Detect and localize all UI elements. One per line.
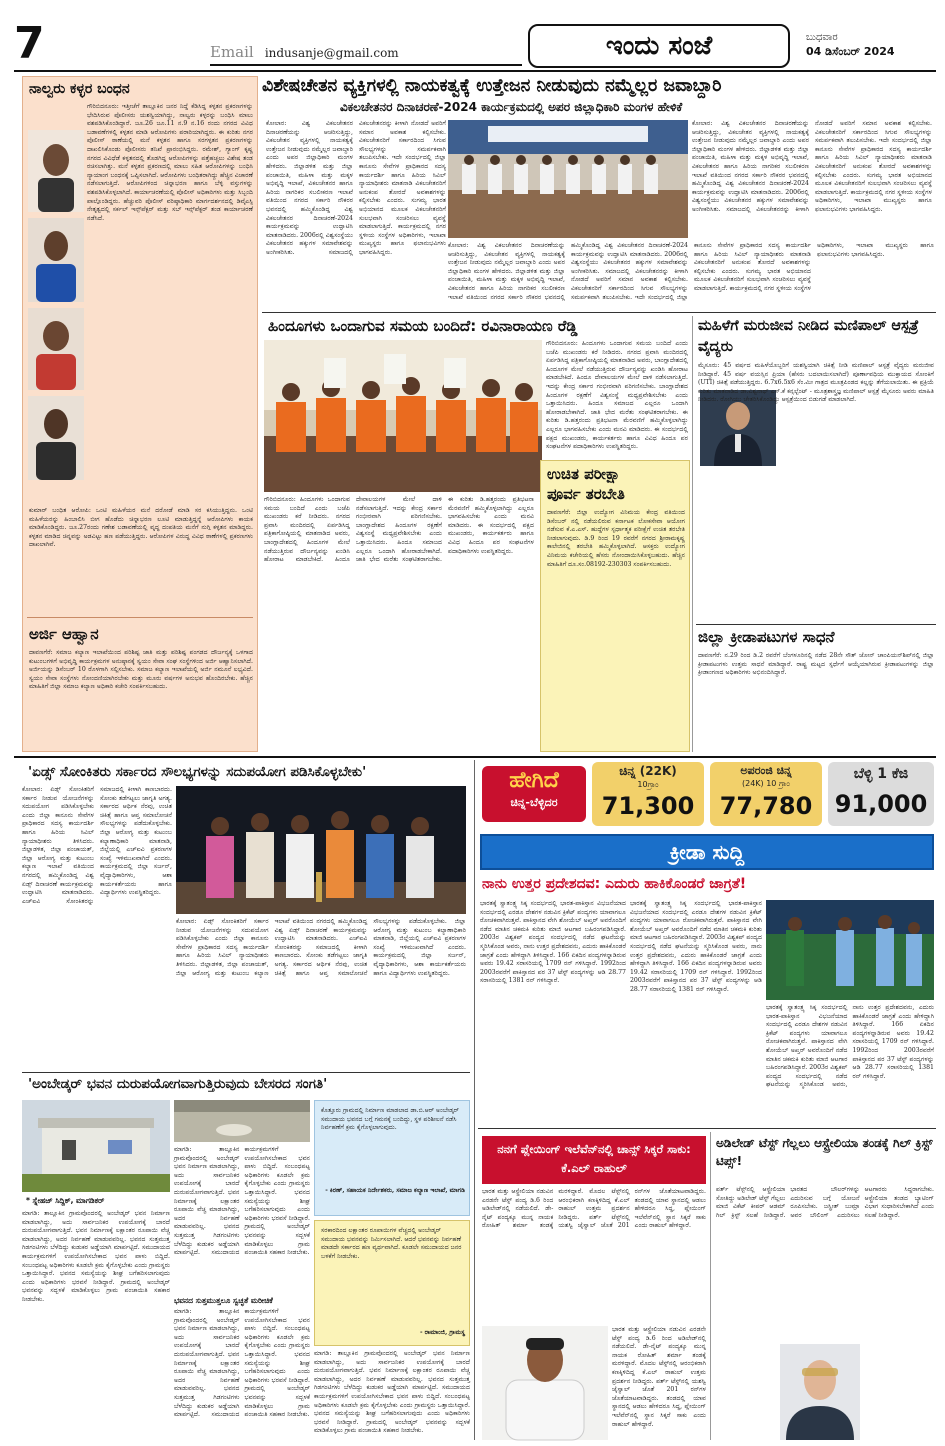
exam-body: ದಾವಣಗೆರೆ: ಜಿಲ್ಲಾ ಉದ್ಯೋಗ ವಿನಿಮಯ ಕೇಂದ್ರ ವತಿಯಿಂದ ಡಿಸೆಂಬರ್ ನಲ್ಲಿ ನಡೆಯಲಿರುವ ಕರ್ನಾಟಕ ಲೋಕಸೇವಾ ಆಯೋಗ ನಡೆಸುವ ಕೆ.ಎ.ಎಸ್. ಹುದ್ದೆಗಳ ಸ್ಪರ್ಧಾತ್ಮಕ ಪರೀಕ್ಷೆಗೆ ಉಚಿತ ತರಬೇತಿ ನೀಡಲಾಗುವುದು. ಡಿ.9 ರಿಂದ 19 ರವರೆಗೆ ನಗರದ ಶ್ರೀರಾಮಕೃಷ್ಣ ಕಾಲೇಜಿನಲ್ಲಿ ತರಬೇತಿ ಹಮ್ಮಿಕೊಳ್ಳಲಾಗಿದೆ. ಆಸಕ್ತರು ಉದ್ಯೋಗ ವಿನಿಮಯ ಕಚೇರಿಯಲ್ಲಿ ಹೆಸರು ನೋಂದಾಯಿಸಿಕೊಳ್ಳಬಹುದು. ಹೆಚ್ಚಿನ ಮಾಹಿತಿಗೆ ದೂ.ಸಂ.08192-230303 ಸಂಪರ್ಕಿಸಬಹುದು. [547, 509, 685, 568]
lead-body-right: ಕೋಲಾರ: ವಿಶ್ವ ವಿಕಲಚೇತನರ ದಿನಾಚರಣೆಯನ್ನು ಆಚರಿಸುತ್ತಿದ್ದು, ವಿಕಲಚೇತನ ವ್ಯಕ್ತಿಗಳಲ್ಲಿ ನಾಯಕತ್ವಕ್ಕೆ ಉತ್ತೇಜನ ನೀಡುವುದು ನಮ್ಮೆಲ್ಲರ ಜವಾಬ್ದಾರಿ ಎಂದು ಅಪರ ಜಿಲ್ಲಾಧಿಕಾರಿ ಮಂಗಳ ಹೇಳಿದರು. ಜಿಲ್ಲಾಡಳಿತ ಮತ್ತು ಜಿಲ್ಲಾ ಪಂಚಾಯಿತಿ, ಮಹಿಳಾ ಮತ್ತು ಮಕ್ಕಳ ಅಭಿವೃದ್ಧಿ ಇಲಾಖೆ, ವಿಕಲಚೇತನರ ಹಾಗೂ ಹಿರಿಯ ನಾಗರಿಕರ ಸಬಲೀಕರಣ ಇಲಾಖೆ ವತಿಯಿಂದ ನಗರದ ಸರ್ಕಾರಿ ನೌಕರರ ಭವನದಲ್ಲಿ ಹಮ್ಮಿಕೊಂಡಿದ್ದ ವಿಶ್ವ ವಿಕಲಚೇತನರ ದಿನಾಚರಣೆ-2024 ಕಾರ್ಯಕ್ರಮವನ್ನು ಉದ್ಘಾಟಿಸಿ ಮಾತನಾಡಿದರು. 2006ರಲ್ಲಿ ವಿಶ್ವಸಂಸ್ಥೆಯು ವಿಕಲಚೇತನರ ಹಕ್ಕುಗಳ ಸಮಾವೇಶವನ್ನು ಅಂಗೀಕರಿಸಿತು. ಸಮಾಜದಲ್ಲಿ ವಿಕಲಚೇತನರನ್ನು ಕೀಳಾಗಿ ನೋಡದೆ ಅವರಿಗೆ ಸಮಾನ ಅವಕಾಶ ಕಲ್ಪಿಸಬೇಕು. ವಿಕಲಚೇತನರಿಗೆ ಸರ್ಕಾರದಿಂದ ಸಿಗುವ ಸೌಲಭ್ಯಗಳನ್ನು ಸಮರ್ಪಕವಾಗಿ ತಲುಪಿಸಬೇಕು. ಇದೇ ಸಂದರ್ಭದಲ್ಲಿ ಜಿಲ್ಲಾ ಕಾನೂನು ಸೇವೆಗಳ ಪ್ರಾಧಿಕಾರದ ಸದಸ್ಯ ಕಾರ್ಯದರ್ಶಿ ಹಾಗೂ ಹಿರಿಯ ಸಿವಿಲ್ ನ್ಯಾಯಾಧೀಶರು ಮಾತನಾಡಿ ವಿಕಲಚೇತನರಿಗೆ ಅನುಕಂಪ ತೋರದೆ ಅವಕಾಶಗಳನ್ನು ಕಲ್ಪಿಸಬೇಕು ಎಂದರು. ಸುಗಮ್ಯ ಭಾರತ ಅಭಿಯಾನದ ಮೂಲಕ ವಿಕಲಚೇತನರಿಗೆ ಸುಲಭವಾಗಿ ಸಂಚರಿಸಲು ವ್ಯವಸ್ಥೆ ಮಾಡಲಾಗುತ್ತಿದೆ. ಕಾರ್ಯಕ್ರಮದಲ್ಲಿ ನಗರ ಸ್ಥಳೀಯ ಸಂಸ್ಥೆಗಳ ಅಧಿಕಾರಿಗಳು, ಇಲಾಖಾ ಮುಖ್ಯಸ್ಥರು ಹಾಗೂ ಫಲಾನುಭವಿಗಳು ಭಾಗವಹಿಸಿದ್ದರು. [692, 120, 932, 213]
ambedkar-byline: * ಸ್ನೇಹಜ್ ಸಿದ್ದಿಕ್, ಮಾಗಡಿಕರ್ [26, 1196, 105, 1205]
gold22-title: ಚಿನ್ನ (22K) [619, 764, 677, 778]
email-value: indusanje@gmail.com [264, 46, 399, 60]
aids-body-left: ಕೋಲಾರ: ಏಡ್ಸ್ ಸೋಂಕಿತರಿಗೆ ಸರ್ಕಾರ ನೀಡುವ ಯೋಜನೆಗಳನ್ನು ಸದುಪಯೋಗ ಪಡಿಸಿಕೊಳ್ಳಬೇಕು ಎಂದು ಜಿಲ್ಲಾ ಕಾನೂನು ಸೇವೆಗಳ ಪ್ರಾಧಿಕಾರದ ಸದಸ್ಯ ಕಾರ್ಯದರ್ಶಿ ಹಾಗೂ ಹಿರಿಯ ಸಿವಿಲ್ ನ್ಯಾಯಾಧೀಶರು ತಿಳಿಸಿದರು. ಜಿಲ್ಲಾಡಳಿತ, ಜಿಲ್ಲಾ ಪಂಚಾಯತ್, ಜಿಲ್ಲಾ ಆರೋಗ್ಯ ಮತ್ತು ಕುಟುಂಬ ಕಲ್ಯಾಣ ಇಲಾಖೆ ವತಿಯಿಂದ ನಗರದಲ್ಲಿ ಹಮ್ಮಿಕೊಂಡಿದ್ದ ವಿಶ್ವ ಏಡ್ಸ್ ದಿನಾಚರಣೆ ಕಾರ್ಯಕ್ರಮವನ್ನು ಉದ್ಘಾಟಿಸಿ ಮಾತನಾಡಿದರು. ಎಚ್‌ಐವಿ ಸೋಂಕಿತರನ್ನು ಸಮಾಜದಲ್ಲಿ ಕೀಳಾಗಿ ಕಾಣಬಾರದು. ಸೋಂಕು ತಡೆಗಟ್ಟಲು ಜಾಗೃತಿ ಅಗತ್ಯ. ಸರ್ಕಾರದ ಆರ್ಥಿಕ ನೆರವು, ಉಚಿತ ಚಿಕಿತ್ಸೆ ಹಾಗೂ ಆಪ್ತ ಸಮಾಲೋಚನೆ ಸೌಲಭ್ಯಗಳನ್ನು ಪಡೆದುಕೊಳ್ಳಬೇಕು. ಜಿಲ್ಲಾ ಆರೋಗ್ಯ ಮತ್ತು ಕುಟುಂಬ ಕಲ್ಯಾಣಾಧಿಕಾರಿ ಮಾತನಾಡಿ, ಜಿಲ್ಲೆಯಲ್ಲಿ ಎಚ್‌ಐವಿ ಪ್ರಕರಣಗಳ ಸಂಖ್ಯೆ ಇಳಿಮುಖವಾಗಿದೆ ಎಂದರು. ಕಾರ್ಯಕ್ರಮದಲ್ಲಿ ಜಿಲ್ಲಾ ಸರ್ಜನ್, ವೈದ್ಯಾಧಿಕಾರಿಗಳು, ಆಶಾ ಕಾರ್ಯಕರ್ತೆಯರು ಹಾಗೂ ವಿದ್ಯಾರ್ಥಿಗಳು ಉಪಸ್ಥಿತರಿದ್ದರು. [22, 786, 172, 905]
accused-photo-1 [28, 130, 84, 212]
gold24-card [710, 762, 822, 826]
sports-lead-body-left: ಭಾರತಕ್ಕೆ ಸ್ವಾತಂತ್ರ್ಯ ಸಿಕ್ಕ ಸಂದರ್ಭದಲ್ಲಿ ಭಾರತ-ಪಾಕಿಸ್ತಾನ ವಿಭಜನೆಯಾದ ಸಂದರ್ಭದಲ್ಲಿ ಎರಡೂ ದೇಶಗಳ ನಡುವಿನ ಕ್ರಿಕೆಟ್ ಪಂದ್ಯಗಳು ಯಾವಾಗಲೂ ರೋಚಕವಾಗಿರುತ್ತವೆ. ಪಾಕಿಸ್ತಾನದ ವೇಗಿ ಶೋಯೆಬ್ ಅಖ್ತರ್ ಅವರೊಂದಿಗೆ ನಡೆದ ಮಾತಿನ ಚಕಮಕಿ ಕುರಿತು ಮಾಜಿ ಆಟಗಾರ ಬಹಿರಂಗಪಡಿಸಿದ್ದಾರೆ. 2003ರ ವಿಶ್ವಕಪ್ ಪಂದ್ಯದ ಸಂದರ್ಭದಲ್ಲಿ ನಡೆದ ಘಟನೆಯನ್ನು ಸ್ಮರಿಸಿಕೊಂಡ ಅವರು, ನಾನು ಉತ್ತರ ಪ್ರದೇಶದವನು, ಎದುರು ಹಾಕಿಕೊಂಡರೆ ಜಾಗ್ರತೆ ಎಂದು ಹೇಳಿದ್ದಾಗಿ ತಿಳಿಸಿದ್ದಾರೆ. 166 ಏಕದಿನ ಪಂದ್ಯಗಳನ್ನಾಡಿರುವ ಅವರು 19.42 ಸರಾಸರಿಯಲ್ಲಿ 1709 ರನ್ ಗಳಿಸಿದ್ದಾರೆ. 1992ರಿಂದ 2003ರವರೆಗೆ ಪಾಕಿಸ್ತಾನದ ಪರ 37 ಟೆಸ್ಟ್ ಪಂದ್ಯಗಳನ್ನು ಆಡಿ 28.77 ಸರಾಸರಿಯಲ್ಲಿ 1381 ರನ್ ಗಳಿಸಿದ್ದಾರೆ. [480, 900, 626, 985]
rahul-headline-box [482, 1136, 706, 1184]
hindu-body: ಗೌರಿಬಿದನೂರು: ಹಿಂದೂಗಳು ಒಂದಾಗುವ ಸಮಯ ಬಂದಿದೆ ಎಂದು ಬಜೆಪಿ ಮುಖಂಡರು ಕರೆ ನೀಡಿದರು. ನಗರದ ಪ್ರವಾಸಿ ಮಂದಿರದಲ್ಲಿ ಏರ್ಪಡಿಸಿದ್ದ ಪತ್ರಿಕಾಗೋಷ್ಠಿಯಲ್ಲಿ ಮಾತನಾಡಿದ ಅವರು, ಬಾಂಗ್ಲಾದೇಶದಲ್ಲಿ ಹಿಂದೂಗಳ ಮೇಲೆ ನಡೆಯುತ್ತಿರುವ ದೌರ್ಜನ್ಯವನ್ನು ಖಂಡಿಸಿ ಹೋರಾಟ ಮಾಡಬೇಕಿದೆ. ಹಿಂದೂ ದೇವಾಲಯಗಳ ಮೇಲೆ ದಾಳಿ ನಡೆಸಲಾಗುತ್ತಿದೆ. ಇದನ್ನು ಕೇಂದ್ರ ಸರ್ಕಾರ ಗಂಭೀರವಾಗಿ ಪರಿಗಣಿಸಬೇಕು. ಬಾಂಗ್ಲಾದೇಶದ ಹಿಂದೂಗಳ ರಕ್ಷಣೆಗೆ ವಿಶ್ವಸಂಸ್ಥೆ ಮಧ್ಯಪ್ರವೇಶಿಸಬೇಕು ಎಂದು ಒತ್ತಾಯಿಸಿದರು. ಹಿಂದೂ ಸಮಾಜದ ಎಲ್ಲರೂ ಒಂದಾಗಿ ಹೋರಾಡಬೇಕಾಗಿದೆ. ಜಾತಿ ಭೇದ ಮರೆತು ಸಂಘಟಿತರಾಗಬೇಕು. ಈ ಕುರಿತು ಡಿ.ಹತ್ತರಂದು ಪ್ರತಿಭಟನಾ ಮೆರವಣಿಗೆ ಹಮ್ಮಿಕೊಳ್ಳಲಾಗಿದ್ದು ಎಲ್ಲರೂ ಭಾಗವಹಿಸಬೇಕು ಎಂದು ಮನವಿ ಮಾಡಿದರು. ಈ ಸಂದರ್ಭದಲ್ಲಿ ಪಕ್ಷದ ಮುಖಂಡರು, ಕಾರ್ಯಕರ್ತರು ಹಾಗೂ ವಿವಿಧ ಹಿಂದೂ ಪರ ಸಂಘಟನೆಗಳ ಪದಾಧಿಕಾರಿಗಳು ಉಪಸ್ಥಿತರಿದ್ದರು. [264, 496, 534, 564]
application-title: ಅರ್ಜಿ ಆಹ್ವಾನ [29, 625, 99, 643]
rates-label-big: ಹೇಗಿದೆ [509, 768, 559, 793]
email-label: Email [210, 43, 254, 61]
masthead-left-rule [210, 64, 522, 66]
rates-label-small: ಚಿನ್ನ-ಬೆಳ್ಳಿದರ [510, 796, 558, 809]
rates-label-box [482, 766, 586, 822]
masthead-bottom-rule [14, 70, 936, 72]
exam-box [540, 460, 690, 752]
ambedkar-quote-2: ಸರಕಾರದಿಂದ ಲಕ್ಷಾಂತರ ರೂಪಾಯಿಗಳ ವೆಚ್ಚದಲ್ಲಿ ಅಂಬೇಡ್ಕರ್ ಸಮುದಾಯ ಭವನವನ್ನು ನಿರ್ಮಿಸಲಾಗಿದೆ. ಆದರೆ ಭವನವನ್ನು ನಿರ್ವಹಣೆ ಮಾಡದೇ ಸರ್ಕಾರದ ಹಣ ವ್ಯರ್ಥವಾಗಿದೆ. ಕೂಡಲೇ ಸಮುದಾಯದ ಜನರ ಬಳಕೆಗೆ ನೀಡಬೇಕು. [321, 1227, 462, 1260]
ambedkar-headline: 'ಅಂಬೇಡ್ಕರ್ ಭವನ ದುರುಪಯೋಗವಾಗುತ್ತಿರುವುದು ಬೇಸರದ ಸಂಗತಿ' [28, 1076, 328, 1092]
page-number: 7 [14, 18, 45, 69]
silver-card [828, 762, 934, 826]
cricket-photo [766, 900, 934, 1000]
sports-lead-headline: ನಾನು ಉತ್ತರ ಪ್ರದೇಶದವ: ಎದುರು ಹಾಕಿಕೊಂಡರೆ ಜಾಗ್ರತೆ! [482, 876, 747, 892]
sports-mid-rule [478, 1128, 936, 1129]
sports-banner-text: ಕ್ರೀಡಾ ಸುದ್ದಿ [669, 840, 745, 864]
silver-value: 91,000 [834, 790, 928, 818]
gold24-unit: (24K) 10 ಗ್ರಾಂ [742, 779, 790, 788]
rahul-headline: ನನಗೆ ಪ್ಲೇಯಿಂಗ್ ಇಲೆವೆನ್‌ನಲ್ಲಿ ಚಾನ್ಸ್ ಸಿಕ್ಕರೆ ಸಾಕು: ಕೆ.ಎಲ್ ರಾಹುಲ್ [497, 1142, 691, 1175]
gold24-title: ಅಪರಂಜಿ ಚಿನ್ನ [740, 764, 792, 777]
ambedkar-quote-box-2 [314, 1220, 470, 1346]
ambedkar-body-mid: ಮಾಗಡಿ: ತಾಲ್ಲೂಕಿನ ಗ್ರಾಮವೊಂದರಲ್ಲಿ ಅಂಬೇಡ್ಕರ್ ಭವನ ನಿರ್ಮಾಣ ಮಾಡಲಾಗಿದ್ದು, ಅದು ಸಾರ್ವಜನಿಕರ ಉಪಯೋಗಕ್ಕೆ ಬಾರದೆ ದುರುಪಯೋಗವಾಗುತ್ತಿದೆ. ಭವನ ನಿರ್ಮಾಣಕ್ಕೆ ಲಕ್ಷಾಂತರ ರೂಪಾಯಿ ವೆಚ್ಚ ಮಾಡಲಾಗಿದ್ದು, ಅದರ ನಿರ್ವಹಣೆ ಮಾಡುವವರಿಲ್ಲ. ಭವನದ ಸುತ್ತಮುತ್ತ ಗಿಡಗಂಟಿಗಳು ಬೆಳೆದಿದ್ದು ಕುಡುಕರ ಅಡ್ಡೆಯಾಗಿ ಮಾರ್ಪಟ್ಟಿದೆ. ಸಮುದಾಯದ ಕಾರ್ಯಕ್ರಮಗಳಿಗೆ ಉಪಯೋಗಿಸಬೇಕಾದ ಭವನ ಪಾಳು ಬಿದ್ದಿದೆ. ಸಂಬಂಧಪಟ್ಟ ಅಧಿಕಾರಿಗಳು ಕೂಡಲೇ ಕ್ರಮ ಕೈಗೊಳ್ಳಬೇಕು ಎಂದು ಗ್ರಾಮಸ್ಥರು ಒತ್ತಾಯಿಸಿದ್ದಾರೆ. ಭವನದ ಸಮಸ್ಯೆಯನ್ನು ಶೀಘ್ರ ಬಗೆಹರಿಸಲಾಗುವುದು ಎಂದು ಅಧಿಕಾರಿಗಳು ಭರವಸೆ ನೀಡಿದ್ದಾರೆ. ಗ್ರಾಮದಲ್ಲಿ ಅಂಬೇಡ್ಕರ್ ಭವನವನ್ನು ಸದ್ಬಳಕೆ ಮಾಡಿಕೊಳ್ಳಲು ಗ್ರಾಮ ಪಂಚಾಯಿತಿ ಸಹಕಾರ ನೀಡಬೇಕು. [174, 1146, 310, 1257]
gill-body: ಪರ್ತ್ ಟೆಸ್ಟ್‌ನಲ್ಲಿ ಆಸ್ಟ್ರೇಲಿಯಾ ಸೋತಿದ್ದು ಅಡಿಲೇಡ್ ಟೆಸ್ಟ್ ಗೆಲ್ಲಲು ಮಾಜಿ ವಿಕೆಟ್ ಕೀಪರ್ ಆಡಮ್ ಗಿಲ್ ಕ್ರಿಸ್ಟ್ ಸಲಹೆ ನೀಡಿದ್ದಾರೆ. ಭಾರತದ ಬೌಲರ್‌ಗಳನ್ನು ಎದುರಿಸುವ ಬಗ್ಗೆ ಯೋಜನೆ ರೂಪಿಸಬೇಕು. ಜಸ್ಪ್ರೀತ್ ಬುಮ್ರಾ ಅವರ ಬೌಲಿಂಗ್ ಎದುರಿಸಲು ಆಟಗಾರರು ಸಿದ್ಧರಾಗಬೇಕು. ಆಸ್ಟ್ರೇಲಿಯಾ ತಂಡದ ಬ್ಯಾಟಿಂಗ್ ವಿಭಾಗ ಸುಧಾರಿಸಬೇಕಾಗಿದೆ ಎಂದು ಸಲಹೆ ನೀಡಿದ್ದಾರೆ. [716, 1186, 934, 1219]
sports-banner [480, 834, 934, 870]
hindu-photo [264, 340, 542, 492]
ambedkar-quote-1-by: - ಕಿರಣ್, ಸಹಾಯಕ ನಿರ್ದೇಶಕರು, ಸಮಾಜ ಕಲ್ಯಾಣ ಇಲಾಖೆ, ಮಾಗಡಿ [325, 1187, 465, 1194]
sports-lead-body-mid: ಭಾರತಕ್ಕೆ ಸ್ವಾತಂತ್ರ್ಯ ಸಿಕ್ಕ ಸಂದರ್ಭದಲ್ಲಿ ಭಾರತ-ಪಾಕಿಸ್ತಾನ ವಿಭಜನೆಯಾದ ಸಂದರ್ಭದಲ್ಲಿ ಎರಡೂ ದೇಶಗಳ ನಡುವಿನ ಕ್ರಿಕೆಟ್ ಪಂದ್ಯಗಳು ಯಾವಾಗಲೂ ರೋಚಕವಾಗಿರುತ್ತವೆ. ಪಾಕಿಸ್ತಾನದ ವೇಗಿ ಶೋಯೆಬ್ ಅಖ್ತರ್ ಅವರೊಂದಿಗೆ ನಡೆದ ಮಾತಿನ ಚಕಮಕಿ ಕುರಿತು ಮಾಜಿ ಆಟಗಾರ ಬಹಿರಂಗಪಡಿಸಿದ್ದಾರೆ. 2003ರ ವಿಶ್ವಕಪ್ ಪಂದ್ಯದ ಸಂದರ್ಭದಲ್ಲಿ ನಡೆದ ಘಟನೆಯನ್ನು ಸ್ಮರಿಸಿಕೊಂಡ ಅವರು, ನಾನು ಉತ್ತರ ಪ್ರದೇಶದವನು, ಎದುರು ಹಾಕಿಕೊಂಡರೆ ಜಾಗ್ರತೆ ಎಂದು ಹೇಳಿದ್ದಾಗಿ ತಿಳಿಸಿದ್ದಾರೆ. 166 ಏಕದಿನ ಪಂದ್ಯಗಳನ್ನಾಡಿರುವ ಅವರು 19.42 ಸರಾಸರಿಯಲ್ಲಿ 1709 ರನ್ ಗಳಿಸಿದ್ದಾರೆ. 1992ರಿಂದ 2003ರವರೆಗೆ ಪಾಕಿಸ್ತಾನದ ಪರ 37 ಟೆಸ್ಟ್ ಪಂದ್ಯಗಳನ್ನು ಆಡಿ 28.77 ಸರಾಸರಿಯಲ್ಲಿ 1381 ರನ್ ಗಳಿಸಿದ್ದಾರೆ. [630, 900, 762, 993]
silver-title: ಬೆಳ್ಳಿ 1 ಕೆಜಿ [853, 766, 909, 782]
sports-lead-body-right: ಭಾರತಕ್ಕೆ ಸ್ವಾತಂತ್ರ್ಯ ಸಿಕ್ಕ ಸಂದರ್ಭದಲ್ಲಿ ಭಾರತ-ಪಾಕಿಸ್ತಾನ ವಿಭಜನೆಯಾದ ಸಂದರ್ಭದಲ್ಲಿ ಎರಡೂ ದೇಶಗಳ ನಡುವಿನ ಕ್ರಿಕೆಟ್ ಪಂದ್ಯಗಳು ಯಾವಾಗಲೂ ರೋಚಕವಾಗಿರುತ್ತವೆ. ಪಾಕಿಸ್ತಾನದ ವೇಗಿ ಶೋಯೆಬ್ ಅಖ್ತರ್ ಅವರೊಂದಿಗೆ ನಡೆದ ಮಾತಿನ ಚಕಮಕಿ ಕುರಿತು ಮಾಜಿ ಆಟಗಾರ ಬಹಿರಂಗಪಡಿಸಿದ್ದಾರೆ. 2003ರ ವಿಶ್ವಕಪ್ ಪಂದ್ಯದ ಸಂದರ್ಭದಲ್ಲಿ ನಡೆದ ಘಟನೆಯನ್ನು ಸ್ಮರಿಸಿಕೊಂಡ ಅವರು, ನಾನು ಉತ್ತರ ಪ್ರದೇಶದವನು, ಎದುರು ಹಾಕಿಕೊಂಡರೆ ಜಾಗ್ರತೆ ಎಂದು ಹೇಳಿದ್ದಾಗಿ ತಿಳಿಸಿದ್ದಾರೆ. 166 ಏಕದಿನ ಪಂದ್ಯಗಳನ್ನಾಡಿರುವ ಅವರು 19.42 ಸರಾಸರಿಯಲ್ಲಿ 1709 ರನ್ ಗಳಿಸಿದ್ದಾರೆ. 1992ರಿಂದ 2003ರವರೆಗೆ ಪಾಕಿಸ್ತಾನದ ಪರ 37 ಟೆಸ್ಟ್ ಪಂದ್ಯಗಳನ್ನು ಆಡಿ 28.77 ಸರಾಸರಿಯಲ್ಲಿ 1381 ರನ್ ಗಳಿಸಿದ್ದಾರೆ. [766, 1004, 934, 1089]
lead-headline: ವಿಶೇಷಚೇತನ ವ್ಯಕ್ತಿಗಳಲ್ಲಿ ನಾಯಕತ್ವಕ್ಕೆ ಉತ್ತೇಜನ ನೀಡುವುದು ನಮ್ಮೆಲ್ಲರ ಜವಾಬ್ದಾರಿ [262, 76, 722, 96]
accused-photo-4 [28, 396, 84, 480]
manipal-bottom-rule [696, 624, 936, 625]
lead-body-mid: ಕೋಲಾರ: ವಿಶ್ವ ವಿಕಲಚೇತನರ ದಿನಾಚರಣೆಯನ್ನು ಆಚರಿಸುತ್ತಿದ್ದು, ವಿಕಲಚೇತನ ವ್ಯಕ್ತಿಗಳಲ್ಲಿ ನಾಯಕತ್ವಕ್ಕೆ ಉತ್ತೇಜನ ನೀಡುವುದು ನಮ್ಮೆಲ್ಲರ ಜವಾಬ್ದಾರಿ ಎಂದು ಅಪರ ಜಿಲ್ಲಾಧಿಕಾರಿ ಮಂಗಳ ಹೇಳಿದರು. ಜಿಲ್ಲಾಡಳಿತ ಮತ್ತು ಜಿಲ್ಲಾ ಪಂಚಾಯಿತಿ, ಮಹಿಳಾ ಮತ್ತು ಮಕ್ಕಳ ಅಭಿವೃದ್ಧಿ ಇಲಾಖೆ, ವಿಕಲಚೇತನರ ಹಾಗೂ ಹಿರಿಯ ನಾಗರಿಕರ ಸಬಲೀಕರಣ ಇಲಾಖೆ ವತಿಯಿಂದ ನಗರದ ಸರ್ಕಾರಿ ನೌಕರರ ಭವನದಲ್ಲಿ ಹಮ್ಮಿಕೊಂಡಿದ್ದ ವಿಶ್ವ ವಿಕಲಚೇತನರ ದಿನಾಚರಣೆ-2024 ಕಾರ್ಯಕ್ರಮವನ್ನು ಉದ್ಘಾಟಿಸಿ ಮಾತನಾಡಿದರು. 2006ರಲ್ಲಿ ವಿಶ್ವಸಂಸ್ಥೆಯು ವಿಕಲಚೇತನರ ಹಕ್ಕುಗಳ ಸಮಾವೇಶವನ್ನು ಅಂಗೀಕರಿಸಿತು. ಸಮಾಜದಲ್ಲಿ ವಿಕಲಚೇತನರನ್ನು ಕೀಳಾಗಿ ನೋಡದೆ ಅವರಿಗೆ ಸಮಾನ ಅವಕಾಶ ಕಲ್ಪಿಸಬೇಕು. ವಿಕಲಚೇತನರಿಗೆ ಸರ್ಕಾರದಿಂದ ಸಿಗುವ ಸೌಲಭ್ಯಗಳನ್ನು ಸಮರ್ಪಕವಾಗಿ ತಲುಪಿಸಬೇಕು. ಇದೇ ಸಂದರ್ಭದಲ್ಲಿ ಜಿಲ್ಲಾ ಕಾನೂನು ಸೇವೆಗಳ ಪ್ರಾಧಿಕಾರದ ಸದಸ್ಯ ಕಾರ್ಯದರ್ಶಿ ಹಾಗೂ ಹಿರಿಯ ಸಿವಿಲ್ ನ್ಯಾಯಾಧೀಶರು ಮಾತನಾಡಿ ವಿಕಲಚೇತನರಿಗೆ ಅನುಕಂಪ ತೋರದೆ ಅವಕಾಶಗಳನ್ನು ಕಲ್ಪಿಸಬೇಕು ಎಂದರು. ಸುಗಮ್ಯ ಭಾರತ ಅಭಿಯಾನದ ಮೂಲಕ ವಿಕಲಚೇತನರಿಗೆ ಸುಲಭವಾಗಿ ಸಂಚರಿಸಲು ವ್ಯವಸ್ಥೆ ಮಾಡಲಾಗುತ್ತಿದೆ. ಕಾರ್ಯಕ್ರಮದಲ್ಲಿ ನಗರ ಸ್ಥಳೀಯ ಸಂಸ್ಥೆಗಳ ಅಧಿಕಾರಿಗಳು, ಇಲಾಖಾ ಮುಖ್ಯಸ್ಥರು ಹಾಗೂ ಫಲಾನುಭವಿಗಳು ಭಾಗವಹಿಸಿದ್ದರು. [448, 242, 934, 301]
ambedkar-building-photo [22, 1100, 170, 1192]
rahul-photo [482, 1326, 608, 1440]
left-box-divider [27, 617, 253, 618]
ambedkar-ground-photo [174, 1100, 310, 1142]
mid-page-rule [14, 756, 936, 758]
left-box-body-2: ಕುಮಾರ್ ಬಂಧಿತ ಆರೋಪಿ: ಒಂಟಿ ಮಹಿಳೆಯರ ಮನೆ ದರೋಡೆ ಮಾಡಿ ಸರ ಕಸಿಯುತ್ತಿದ್ದನು. ಒಂಟಿ ಮಹಿಳೆಯರನ್ನು ಹಿಂಬಾಲಿಸಿ ಬೀಗ ಹೊಡೆದು ಚಿನ್ನಾಭರಣ ಲೂಟಿ ಮಾಡುತ್ತಿದ್ದನ್ನೆ ಆರೋಪಿಗಳು ಕಾಯಕ ಮಾಡಿಕೊಂಡಿದ್ದರು. ಜೂ.27ರಂದು ಗಣೇಶ ಬಡಾವಣೆಯಲ್ಲಿ ವೃದ್ಧ ದಂಪತಿಯ ಮನೆಗೆ ನುಗ್ಗಿ ಕಳ್ಳತನ ಮಾಡಿದ್ದರು. ಕಳ್ಳತನ ಮಾಡಿದ ಚಿನ್ನವನ್ನು ಅಡವಿಟ್ಟು ಹಣ ಪಡೆಯುತ್ತಿದ್ದರು. ಆರೋಪಿಗಳ ವಿರುದ್ಧ ವಿವಿಧ ಠಾಣೆಗಳಲ್ಲಿ ಪ್ರಕರಣಗಳು ದಾಖಲಾಗಿವೆ. [29, 507, 253, 549]
aids-photo [176, 786, 466, 914]
ambedkar-body-right: ಮಾಗಡಿ: ತಾಲ್ಲೂಕಿನ ಗ್ರಾಮವೊಂದರಲ್ಲಿ ಅಂಬೇಡ್ಕರ್ ಭವನ ನಿರ್ಮಾಣ ಮಾಡಲಾಗಿದ್ದು, ಅದು ಸಾರ್ವಜನಿಕರ ಉಪಯೋಗಕ್ಕೆ ಬಾರದೆ ದುರುಪಯೋಗವಾಗುತ್ತಿದೆ. ಭವನ ನಿರ್ಮಾಣಕ್ಕೆ ಲಕ್ಷಾಂತರ ರೂಪಾಯಿ ವೆಚ್ಚ ಮಾಡಲಾಗಿದ್ದು, ಅದರ ನಿರ್ವಹಣೆ ಮಾಡುವವರಿಲ್ಲ. ಭವನದ ಸುತ್ತಮುತ್ತ ಗಿಡಗಂಟಿಗಳು ಬೆಳೆದಿದ್ದು ಕುಡುಕರ ಅಡ್ಡೆಯಾಗಿ ಮಾರ್ಪಟ್ಟಿದೆ. ಸಮುದಾಯದ ಕಾರ್ಯಕ್ರಮಗಳಿಗೆ ಉಪಯೋಗಿಸಬೇಕಾದ ಭವನ ಪಾಳು ಬಿದ್ದಿದೆ. ಸಂಬಂಧಪಟ್ಟ ಅಧಿಕಾರಿಗಳು ಕೂಡಲೇ ಕ್ರಮ ಕೈಗೊಳ್ಳಬೇಕು ಎಂದು ಗ್ರಾಮಸ್ಥರು ಒತ್ತಾಯಿಸಿದ್ದಾರೆ. ಭವನದ ಸಮಸ್ಯೆಯನ್ನು ಶೀಘ್ರ ಬಗೆಹರಿಸಲಾಗುವುದು ಎಂದು ಅಧಿಕಾರಿಗಳು ಭರವಸೆ ನೀಡಿದ್ದಾರೆ. ಗ್ರಾಮದಲ್ಲಿ ಅಂಬೇಡ್ಕರ್ ಭವನವನ್ನು ಸದ್ಬಳಕೆ ಮಾಡಿಕೊಳ್ಳಲು ಗ್ರಾಮ ಪಂಚಾಯಿತಿ ಸಹಕಾರ ನೀಡಬೇಕು. [314, 1350, 470, 1435]
rahul-body-lower: ಭಾರತ ಮತ್ತು ಆಸ್ಟ್ರೇಲಿಯಾ ನಡುವಿನ ಎರಡನೇ ಟೆಸ್ಟ್ ಪಂದ್ಯ ಡಿ.6 ರಿಂದ ಅಡಿಲೇಡ್‌ನಲ್ಲಿ ನಡೆಯಲಿದೆ. ಡೇ-ನೈಟ್ ಪಂದ್ಯಕ್ಕೂ ಮುನ್ನ ನಾಯಕ ರೋಹಿತ್ ಶರ್ಮಾ ತಂಡಕ್ಕೆ ಮರಳಿದ್ದಾರೆ. ಮೊದಲ ಟೆಸ್ಟ್‌ನಲ್ಲಿ ಆರಂಭಿಕರಾಗಿ ಕಣಕ್ಕಿಳಿದಿದ್ದ ಕೆ.ಎಲ್ ರಾಹುಲ್ ಉತ್ತಮ ಪ್ರದರ್ಶನ ನೀಡಿದ್ದರು. ಪರ್ತ್ ಟೆಸ್ಟ್‌ನಲ್ಲಿ ಯಶಸ್ವಿ ಜೈಸ್ವಾಲ್ ಜೊತೆ 201 ರನ್‌ಗಳ ಜೊತೆಯಾಟವಾಡಿದ್ದರು. ತಂಡದಲ್ಲಿ ಯಾವ ಸ್ಥಾನದಲ್ಲಿ ಆಡಲು ಹೇಳಿದರೂ ಸಿದ್ಧ, ಪ್ಲೇಯಿಂಗ್ ಇಲೆವೆನ್‌ನಲ್ಲಿ ಸ್ಥಾನ ಸಿಕ್ಕರೆ ಸಾಕು ಎಂದು ರಾಹುಲ್ ಹೇಳಿದ್ದಾರೆ. [612, 1326, 706, 1428]
gold22-unit: 10ಗ್ರಾಂ [637, 780, 659, 789]
hindu-body-right-of-photo: ಗೌರಿಬಿದನೂರು: ಹಿಂದೂಗಳು ಒಂದಾಗುವ ಸಮಯ ಬಂದಿದೆ ಎಂದು ಬಜೆಪಿ ಮುಖಂಡರು ಕರೆ ನೀಡಿದರು. ನಗರದ ಪ್ರವಾಸಿ ಮಂದಿರದಲ್ಲಿ ಏರ್ಪಡಿಸಿದ್ದ ಪತ್ರಿಕಾಗೋಷ್ಠಿಯಲ್ಲಿ ಮಾತನಾಡಿದ ಅವರು, ಬಾಂಗ್ಲಾದೇಶದಲ್ಲಿ ಹಿಂದೂಗಳ ಮೇಲೆ ನಡೆಯುತ್ತಿರುವ ದೌರ್ಜನ್ಯವನ್ನು ಖಂಡಿಸಿ ಹೋರಾಟ ಮಾಡಬೇಕಿದೆ. ಹಿಂದೂ ದೇವಾಲಯಗಳ ಮೇಲೆ ದಾಳಿ ನಡೆಸಲಾಗುತ್ತಿದೆ. ಇದನ್ನು ಕೇಂದ್ರ ಸರ್ಕಾರ ಗಂಭೀರವಾಗಿ ಪರಿಗಣಿಸಬೇಕು. ಬಾಂಗ್ಲಾದೇಶದ ಹಿಂದೂಗಳ ರಕ್ಷಣೆಗೆ ವಿಶ್ವಸಂಸ್ಥೆ ಮಧ್ಯಪ್ರವೇಶಿಸಬೇಕು ಎಂದು ಒತ್ತಾಯಿಸಿದರು. ಹಿಂದೂ ಸಮಾಜದ ಎಲ್ಲರೂ ಒಂದಾಗಿ ಹೋರಾಡಬೇಕಾಗಿದೆ. ಜಾತಿ ಭೇದ ಮರೆತು ಸಂಘಟಿತರಾಗಬೇಕು. ಈ ಕುರಿತು ಡಿ.ಹತ್ತರಂದು ಪ್ರತಿಭಟನಾ ಮೆರವಣಿಗೆ ಹಮ್ಮಿಕೊಳ್ಳಲಾಗಿದ್ದು ಎಲ್ಲರೂ ಭಾಗವಹಿಸಬೇಕು ಎಂದು ಮನವಿ ಮಾಡಿದರು. ಈ ಸಂದರ್ಭದಲ್ಲಿ ಪಕ್ಷದ ಮುಖಂಡರು, ಕಾರ್ಯಕರ್ತರು ಹಾಗೂ ವಿವಿಧ ಹಿಂದೂ ಪರ ಸಂಘಟನೆಗಳ ಪದಾಧಿಕಾರಿಗಳು ಉಪಸ್ಥಿತರಿದ್ದರು. [546, 340, 688, 451]
lead-bottom-rule [262, 312, 936, 313]
left-box-body-1: ಗೌರಿಬಿದನೂರು: ಇತ್ತೀಚೆಗೆ ತಾಲ್ಲೂಕಿನ ಜನರ ನಿದ್ದೆ ಕೆಡಿಸಿದ್ದ ಕಳ್ಳತನ ಪ್ರಕರಣಗಳನ್ನು ಭೇದಿಸಿರುವ ಪೊಲೀಸರು ಯಶಸ್ವಿಯಾಗಿದ್ದು, ನಾಲ್ವರು ಕಳ್ಳರನ್ನು ಬಂಧಿಸಿ ಮಾಲು ವಶಪಡಿಸಿಕೊಂಡಿದ್ದಾರೆ. ಜೂ.26 ಜೂ.11 ನ.9 ನ.16 ರಂದು ನಗರದ ವಿವಿಧ ಬಡಾವಣೆಗಳಲ್ಲಿ ಕಳ್ಳತನ ಮಾಡಿ ಆರೋಪಿಗಳು ಪರಾರಿಯಾಗಿದ್ದರು. ಈ ಕುರಿತು ನಗರ ಪೊಲೀಸ್ ಠಾಣೆಯಲ್ಲಿ ಮನೆ ಕಳ್ಳತನ ಹಾಗೂ ಸರಗಳ್ಳತನ ಪ್ರಕರಣಗಳನ್ನು ದಾಖಲಿಸಿಕೊಂಡು ಪೊಲೀಸರು ತನಿಖೆ ಪ್ರಾರಂಭಿಸಿದ್ದರು. ರಮೇಶ್, ಗ್ಯಾಂಗ್ ಕೃಷ್ಣ ನಗರದ ವಿವಿಧೆಡೆ ಕಳ್ಳತನದಲ್ಲಿ ತೊಡಗಿದ್ದ ಆರೋಪಿಗಳನ್ನು ಪತ್ತೆಹಚ್ಚಲು ವಿಶೇಷ ತಂಡ ರಚಿಸಲಾಗಿತ್ತು. ಮನೆ ಕಳ್ಳತನ ಪ್ರಕರಣದಲ್ಲಿ ಮಾಲು ಸಹಿತ ಆರೋಪಿಗಳನ್ನು ಬಂಧಿಸಿ ನ್ಯಾಯಾಂಗ ಬಂಧನಕ್ಕೆ ಒಪ್ಪಿಸಲಾಗಿದೆ. ಆರೋಪಿಗಳು ಬಂಧಿತರಾಗಿದ್ದು ಹೆಚ್ಚಿನ ವಿಚಾರಣೆ ನಡೆಸಲಾಗುತ್ತಿದೆ. ಆರೋಪಿಗಳಿಂದ ಚಿನ್ನಾಭರಣ ಹಾಗೂ ಬೆಳ್ಳಿ ವಸ್ತುಗಳನ್ನು ವಶಪಡಿಸಿಕೊಳ್ಳಲಾಗಿದೆ. ಕಾರ್ಯಾಚರಣೆಯಲ್ಲಿ ಪೊಲೀಸ್ ಅಧಿಕಾರಿಗಳು ಮತ್ತು ಸಿಬ್ಬಂದಿ ಪಾಲ್ಗೊಂಡಿದ್ದರು. ಹೆಚ್ಚುವರಿ ಪೊಲೀಸ್ ವರಿಷ್ಠಾಧಿಕಾರಿ ಮಾರ್ಗದರ್ಶನದಲ್ಲಿ ಡಿವೈಎಸ್ಪಿ ನೇತೃತ್ವದಲ್ಲಿ ಸರ್ಕಲ್ ಇನ್ಸ್‌ಪೆಕ್ಟರ್ ಮತ್ತು ಸಬ್ ಇನ್ಸ್‌ಪೆಕ್ಟರ್ ತಂಡ ಕಾರ್ಯಾಚರಣೆ ನಡೆಸಿದೆ. [87, 103, 253, 222]
ambedkar-body-left: ಮಾಗಡಿ: ತಾಲ್ಲೂಕಿನ ಗ್ರಾಮವೊಂದರಲ್ಲಿ ಅಂಬೇಡ್ಕರ್ ಭವನ ನಿರ್ಮಾಣ ಮಾಡಲಾಗಿದ್ದು, ಅದು ಸಾರ್ವಜನಿಕರ ಉಪಯೋಗಕ್ಕೆ ಬಾರದೆ ದುರುಪಯೋಗವಾಗುತ್ತಿದೆ. ಭವನ ನಿರ್ಮಾಣಕ್ಕೆ ಲಕ್ಷಾಂತರ ರೂಪಾಯಿ ವೆಚ್ಚ ಮಾಡಲಾಗಿದ್ದು, ಅದರ ನಿರ್ವಹಣೆ ಮಾಡುವವರಿಲ್ಲ. ಭವನದ ಸುತ್ತಮುತ್ತ ಗಿಡಗಂಟಿಗಳು ಬೆಳೆದಿದ್ದು ಕುಡುಕರ ಅಡ್ಡೆಯಾಗಿ ಮಾರ್ಪಟ್ಟಿದೆ. ಸಮುದಾಯದ ಕಾರ್ಯಕ್ರಮಗಳಿಗೆ ಉಪಯೋಗಿಸಬೇಕಾದ ಭವನ ಪಾಳು ಬಿದ್ದಿದೆ. ಸಂಬಂಧಪಟ್ಟ ಅಧಿಕಾರಿಗಳು ಕೂಡಲೇ ಕ್ರಮ ಕೈಗೊಳ್ಳಬೇಕು ಎಂದು ಗ್ರಾಮಸ್ಥರು ಒತ್ತಾಯಿಸಿದ್ದಾರೆ. ಭವನದ ಸಮಸ್ಯೆಯನ್ನು ಶೀಘ್ರ ಬಗೆಹರಿಸಲಾಗುವುದು ಎಂದು ಅಧಿಕಾರಿಗಳು ಭರವಸೆ ನೀಡಿದ್ದಾರೆ. ಗ್ರಾಮದಲ್ಲಿ ಅಂಬೇಡ್ಕರ್ ಭವನವನ್ನು ಸದ್ಬಳಕೆ ಮಾಡಿಕೊಳ್ಳಲು ಗ್ರಾಮ ಪಂಚಾಯಿತಿ ಸಹಕಾರ ನೀಡಬೇಕು. [22, 1210, 170, 1303]
district-sports-body: ದಾವಣಗೆರೆ: ನ.29 ರಿಂದ ಡಿ.2 ರವರೆಗೆ ಬೆಂಗಳೂರಿನಲ್ಲಿ ನಡೆದ 28ನೇ ಸೌತ್ ಜೋನ್ ಚಾಂಪಿಯನ್‌ಶಿಪ್‌ನಲ್ಲಿ ಜಿಲ್ಲಾ ಕ್ರೀಡಾಪಟುಗಳು ಉತ್ತಮ ಸಾಧನೆ ಮಾಡಿದ್ದಾರೆ. ರಾಷ್ಟ್ರ ಮಟ್ಟದ ಸ್ಪರ್ಧೆಗೆ ಆಯ್ಕೆಯಾಗಿರುವ ಕ್ರೀಡಾಪಟುಗಳನ್ನು ಜಿಲ್ಲಾ ಕ್ರೀಡಾಂಗಣದ ಅಧಿಕಾರಿಗಳು ಅಭಿನಂದಿಸಿದ್ದಾರೆ. [698, 652, 934, 677]
left-box-title: ನಾಲ್ವರು ಕಳ್ಳರ ಬಂಧನ [29, 81, 130, 97]
date-box [806, 32, 936, 59]
aids-headline: 'ಏಡ್ಸ್ ಸೋಂಕಿತರು ಸರ್ಕಾರದ ಸೌಲಭ್ಯಗಳನ್ನು ಸದುಪಯೋಗ ಪಡಿಸಿಕೊಳ್ಳಬೇಕು' [28, 764, 367, 780]
right-col-divider [692, 316, 693, 752]
hindu-headline: ಹಿಂದೂಗಳು ಒಂದಾಗುವ ಸಮಯ ಬಂದಿದೆ: ರವಿನಾರಾಯಣ ರೆಡ್ಡಿ [268, 317, 578, 335]
paper-name: ಇಂದು ಸಂಜೆ [605, 31, 713, 61]
ambedkar-quote-1: ಕೊತ್ತೂರು ಗ್ರಾಮದಲ್ಲಿ ನಿರ್ಮಾಣ ಮಾಡಲಾದ ಡಾ.ಬಿ.ಆರ್ ಅಂಬೇಡ್ಕರ್ ಸಮುದಾಯ ಭವನದ ಬಗ್ಗೆ ಗಮನಕ್ಕೆ ಬಂದಿದ್ದು, ಸ್ಥಳ ಪರಿಶೀಲನೆ ನಡೆಸಿ ನಿರ್ವಹಣೆಗೆ ಕ್ರಮ ಕೈಗೊಳ್ಳಲಾಗುವುದು. [321, 1107, 459, 1132]
accused-photo-2 [28, 218, 84, 302]
ambedkar-quote-box-1 [314, 1100, 470, 1216]
ambedkar-body-lower: ಮಾಗಡಿ: ತಾಲ್ಲೂಕಿನ ಗ್ರಾಮವೊಂದರಲ್ಲಿ ಅಂಬೇಡ್ಕರ್ ಭವನ ನಿರ್ಮಾಣ ಮಾಡಲಾಗಿದ್ದು, ಅದು ಸಾರ್ವಜನಿಕರ ಉಪಯೋಗಕ್ಕೆ ಬಾರದೆ ದುರುಪಯೋಗವಾಗುತ್ತಿದೆ. ಭವನ ನಿರ್ಮಾಣಕ್ಕೆ ಲಕ್ಷಾಂತರ ರೂಪಾಯಿ ವೆಚ್ಚ ಮಾಡಲಾಗಿದ್ದು, ಅದರ ನಿರ್ವಹಣೆ ಮಾಡುವವರಿಲ್ಲ. ಭವನದ ಸುತ್ತಮುತ್ತ ಗಿಡಗಂಟಿಗಳು ಬೆಳೆದಿದ್ದು ಕುಡುಕರ ಅಡ್ಡೆಯಾಗಿ ಮಾರ್ಪಟ್ಟಿದೆ. ಸಮುದಾಯದ ಕಾರ್ಯಕ್ರಮಗಳಿಗೆ ಉಪಯೋಗಿಸಬೇಕಾದ ಭವನ ಪಾಳು ಬಿದ್ದಿದೆ. ಸಂಬಂಧಪಟ್ಟ ಅಧಿಕಾರಿಗಳು ಕೂಡಲೇ ಕ್ರಮ ಕೈಗೊಳ್ಳಬೇಕು ಎಂದು ಗ್ರಾಮಸ್ಥರು ಒತ್ತಾಯಿಸಿದ್ದಾರೆ. ಭವನದ ಸಮಸ್ಯೆಯನ್ನು ಶೀಘ್ರ ಬಗೆಹರಿಸಲಾಗುವುದು ಎಂದು ಅಧಿಕಾರಿಗಳು ಭರವಸೆ ನೀಡಿದ್ದಾರೆ. ಗ್ರಾಮದಲ್ಲಿ ಅಂಬೇಡ್ಕರ್ ಭವನವನ್ನು ಸದ್ಬಳಕೆ ಮಾಡಿಕೊಳ್ಳಲು ಗ್ರಾಮ ಪಂಚಾಯಿತಿ ಸಹಕಾರ ನೀಡಬೇಕು. [174, 1308, 310, 1419]
aids-bottom-rule [22, 1072, 470, 1073]
sports-bottom-divider [710, 1132, 711, 1440]
lead-body-left: ಕೋಲಾರ: ವಿಶ್ವ ವಿಕಲಚೇತನರ ದಿನಾಚರಣೆಯನ್ನು ಆಚರಿಸುತ್ತಿದ್ದು, ವಿಕಲಚೇತನ ವ್ಯಕ್ತಿಗಳಲ್ಲಿ ನಾಯಕತ್ವಕ್ಕೆ ಉತ್ತೇಜನ ನೀಡುವುದು ನಮ್ಮೆಲ್ಲರ ಜವಾಬ್ದಾರಿ ಎಂದು ಅಪರ ಜಿಲ್ಲಾಧಿಕಾರಿ ಮಂಗಳ ಹೇಳಿದರು. ಜಿಲ್ಲಾಡಳಿತ ಮತ್ತು ಜಿಲ್ಲಾ ಪಂಚಾಯಿತಿ, ಮಹಿಳಾ ಮತ್ತು ಮಕ್ಕಳ ಅಭಿವೃದ್ಧಿ ಇಲಾಖೆ, ವಿಕಲಚೇತನರ ಹಾಗೂ ಹಿರಿಯ ನಾಗರಿಕರ ಸಬಲೀಕರಣ ಇಲಾಖೆ ವತಿಯಿಂದ ನಗರದ ಸರ್ಕಾರಿ ನೌಕರರ ಭವನದಲ್ಲಿ ಹಮ್ಮಿಕೊಂಡಿದ್ದ ವಿಶ್ವ ವಿಕಲಚೇತನರ ದಿನಾಚರಣೆ-2024 ಕಾರ್ಯಕ್ರಮವನ್ನು ಉದ್ಘಾಟಿಸಿ ಮಾತನಾಡಿದರು. 2006ರಲ್ಲಿ ವಿಶ್ವಸಂಸ್ಥೆಯು ವಿಕಲಚೇತನರ ಹಕ್ಕುಗಳ ಸಮಾವೇಶವನ್ನು ಅಂಗೀಕರಿಸಿತು. ಸಮಾಜದಲ್ಲಿ ವಿಕಲಚೇತನರನ್ನು ಕೀಳಾಗಿ ನೋಡದೆ ಅವರಿಗೆ ಸಮಾನ ಅವಕಾಶ ಕಲ್ಪಿಸಬೇಕು. ವಿಕಲಚೇತನರಿಗೆ ಸರ್ಕಾರದಿಂದ ಸಿಗುವ ಸೌಲಭ್ಯಗಳನ್ನು ಸಮರ್ಪಕವಾಗಿ ತಲುಪಿಸಬೇಕು. ಇದೇ ಸಂದರ್ಭದಲ್ಲಿ ಜಿಲ್ಲಾ ಕಾನೂನು ಸೇವೆಗಳ ಪ್ರಾಧಿಕಾರದ ಸದಸ್ಯ ಕಾರ್ಯದರ್ಶಿ ಹಾಗೂ ಹಿರಿಯ ಸಿವಿಲ್ ನ್ಯಾಯಾಧೀಶರು ಮಾತನಾಡಿ ವಿಕಲಚೇತನರಿಗೆ ಅನುಕಂಪ ತೋರದೆ ಅವಕಾಶಗಳನ್ನು ಕಲ್ಪಿಸಬೇಕು ಎಂದರು. ಸುಗಮ್ಯ ಭಾರತ ಅಭಿಯಾನದ ಮೂಲಕ ವಿಕಲಚೇತನರಿಗೆ ಸುಲಭವಾಗಿ ಸಂಚರಿಸಲು ವ್ಯವಸ್ಥೆ ಮಾಡಲಾಗುತ್ತಿದೆ. ಕಾರ್ಯಕ್ರಮದಲ್ಲಿ ನಗರ ಸ್ಥಳೀಯ ಸಂಸ್ಥೆಗಳ ಅಧಿಕಾರಿಗಳು, ಇಲಾಖಾ ಮುಖ್ಯಸ್ಥರು ಹಾಗೂ ಫಲಾನುಭವಿಗಳು ಭಾಗವಹಿಸಿದ್ದರು. [266, 120, 446, 256]
email-bar [210, 42, 510, 66]
lower-col-divider [474, 760, 475, 1440]
rahul-body: ಭಾರತ ಮತ್ತು ಆಸ್ಟ್ರೇಲಿಯಾ ನಡುವಿನ ಎರಡನೇ ಟೆಸ್ಟ್ ಪಂದ್ಯ ಡಿ.6 ರಿಂದ ಅಡಿಲೇಡ್‌ನಲ್ಲಿ ನಡೆಯಲಿದೆ. ಡೇ-ನೈಟ್ ಪಂದ್ಯಕ್ಕೂ ಮುನ್ನ ನಾಯಕ ರೋಹಿತ್ ಶರ್ಮಾ ತಂಡಕ್ಕೆ ಮರಳಿದ್ದಾರೆ. ಮೊದಲ ಟೆಸ್ಟ್‌ನಲ್ಲಿ ಆರಂಭಿಕರಾಗಿ ಕಣಕ್ಕಿಳಿದಿದ್ದ ಕೆ.ಎಲ್ ರಾಹುಲ್ ಉತ್ತಮ ಪ್ರದರ್ಶನ ನೀಡಿದ್ದರು. ಪರ್ತ್ ಟೆಸ್ಟ್‌ನಲ್ಲಿ ಯಶಸ್ವಿ ಜೈಸ್ವಾಲ್ ಜೊತೆ 201 ರನ್‌ಗಳ ಜೊತೆಯಾಟವಾಡಿದ್ದರು. ತಂಡದಲ್ಲಿ ಯಾವ ಸ್ಥಾನದಲ್ಲಿ ಆಡಲು ಹೇಳಿದರೂ ಸಿದ್ಧ, ಪ್ಲೇಯಿಂಗ್ ಇಲೆವೆನ್‌ನಲ್ಲಿ ಸ್ಥಾನ ಸಿಕ್ಕರೆ ಸಾಕು ಎಂದು ರಾಹುಲ್ ಹೇಳಿದ್ದಾರೆ. [482, 1188, 706, 1230]
manipal-body: ಮೈಸೂರು: 45 ವರ್ಷದ ಮಹಿಳೆಯೊಬ್ಬರಿಗೆ ಯಶಸ್ವಿಯಾಗಿ ಚಿಕಿತ್ಸೆ ನೀಡಿ ಮಣಿಪಾಲ್ ಆಸ್ಪತ್ರೆ ವೈದ್ಯರು ಮರುಜೀವ ನೀಡಿದ್ದಾರೆ. 45 ವರ್ಷ ವಯಸ್ಸಿನ ಪ್ರಿಯಾ (ಹೆಸರು ಬದಲಾಯಿಸಲಾಗಿದೆ) ಪೂರ್ಣಾವಧಿಯ ಮುಕ್ತಾಯದ ಸೋಂಕಿಗೆ (UTI) ಚಿಕಿತ್ಸೆ ಪಡೆಯುತ್ತಿದ್ದರು. 6.7x6.5x6 ಸೆಂ.ಮೀ ಗಾತ್ರದ ಮೂತ್ರಪಿಂಡದ ಕಲ್ಲನ್ನು ತೆಗೆಯಲಾಯಿತು. ಈ ಪ್ರಕ್ರಿಯೆ ಕುರಿತು ಮಾತನಾಡಿದ ಡಾ.ವಿಶ್ವನಾಥ್ ಎಸ್.ಕೆ ಕನ್ಸಲ್ಟೆಂಟ್ - ಮೂತ್ರಶಾಸ್ತ್ರಜ್ಞ ಮಣಿಪಾಲ್ ಆಸ್ಪತ್ರೆ ಮೈಸೂರು ಅವರು ಮಾಹಿತಿ ನೀಡಿದರು. ರೋಗಿಯು ಚೇತರಿಸಿಕೊಂಡಿದ್ದು ಆಸ್ಪತ್ರೆಯಿಂದ ಬಿಡುಗಡೆ ಮಾಡಲಾಗಿದೆ. [698, 362, 934, 404]
aids-body-below: ಕೋಲಾರ: ಏಡ್ಸ್ ಸೋಂಕಿತರಿಗೆ ಸರ್ಕಾರ ನೀಡುವ ಯೋಜನೆಗಳನ್ನು ಸದುಪಯೋಗ ಪಡಿಸಿಕೊಳ್ಳಬೇಕು ಎಂದು ಜಿಲ್ಲಾ ಕಾನೂನು ಸೇವೆಗಳ ಪ್ರಾಧಿಕಾರದ ಸದಸ್ಯ ಕಾರ್ಯದರ್ಶಿ ಹಾಗೂ ಹಿರಿಯ ಸಿವಿಲ್ ನ್ಯಾಯಾಧೀಶರು ತಿಳಿಸಿದರು. ಜಿಲ್ಲಾಡಳಿತ, ಜಿಲ್ಲಾ ಪಂಚಾಯತ್, ಜಿಲ್ಲಾ ಆರೋಗ್ಯ ಮತ್ತು ಕುಟುಂಬ ಕಲ್ಯಾಣ ಇಲಾಖೆ ವತಿಯಿಂದ ನಗರದಲ್ಲಿ ಹಮ್ಮಿಕೊಂಡಿದ್ದ ವಿಶ್ವ ಏಡ್ಸ್ ದಿನಾಚರಣೆ ಕಾರ್ಯಕ್ರಮವನ್ನು ಉದ್ಘಾಟಿಸಿ ಮಾತನಾಡಿದರು. ಎಚ್‌ಐವಿ ಸೋಂಕಿತರನ್ನು ಸಮಾಜದಲ್ಲಿ ಕೀಳಾಗಿ ಕಾಣಬಾರದು. ಸೋಂಕು ತಡೆಗಟ್ಟಲು ಜಾಗೃತಿ ಅಗತ್ಯ. ಸರ್ಕಾರದ ಆರ್ಥಿಕ ನೆರವು, ಉಚಿತ ಚಿಕಿತ್ಸೆ ಹಾಗೂ ಆಪ್ತ ಸಮಾಲೋಚನೆ ಸೌಲಭ್ಯಗಳನ್ನು ಪಡೆದುಕೊಳ್ಳಬೇಕು. ಜಿಲ್ಲಾ ಆರೋಗ್ಯ ಮತ್ತು ಕುಟುಂಬ ಕಲ್ಯಾಣಾಧಿಕಾರಿ ಮಾತನಾಡಿ, ಜಿಲ್ಲೆಯಲ್ಲಿ ಎಚ್‌ಐವಿ ಪ್ರಕರಣಗಳ ಸಂಖ್ಯೆ ಇಳಿಮುಖವಾಗಿದೆ ಎಂದರು. ಕಾರ್ಯಕ್ರಮದಲ್ಲಿ ಜಿಲ್ಲಾ ಸರ್ಜನ್, ವೈದ್ಯಾಧಿಕಾರಿಗಳು, ಆಶಾ ಕಾರ್ಯಕರ್ತೆಯರು ಹಾಗೂ ವಿದ್ಯಾರ್ಥಿಗಳು ಉಪಸ್ಥಿತರಿದ್ದರು. [176, 918, 466, 977]
issue-date: 04 ಡಿಸೆಂಬರ್ 2024 [806, 45, 895, 58]
ambedkar-subhead: ಭವನದ ಸುತ್ತಮುತ್ತಲೂ ಸ್ವಚ್ಛತೆ ಮರೀಚಿಕೆ [174, 1296, 273, 1305]
gill-headline: ಅಡಿಲೇಡ್ ಟೆಸ್ಟ್ ಗೆಲ್ಲಲು ಆಸ್ಟ್ರೇಲಿಯಾ ತಂಡಕ್ಕೆ ಗಿಲ್ ಕ್ರಿಸ್ಟ್ ಟಿಪ್ಸ್! [716, 1136, 933, 1168]
paper-logo [528, 24, 790, 68]
manipal-headline: ಮಹಿಳೆಗೆ ಮರುಜೀವ ನೀಡಿದ ಮಣಿಪಾಲ್ ಆಸ್ಪತ್ರೆ ವೈದ್ಯರು [698, 318, 919, 355]
application-body: ದಾವಣಗೆರೆ: ಸಮಾಜ ಕಲ್ಯಾಣ ಇಲಾಖೆಯಿಂದ ಪರಿಶಿಷ್ಟ ಜಾತಿ ಮತ್ತು ಪರಿಶಿಷ್ಟ ಪಂಗಡದ ದೌರ್ಜನ್ಯಕ್ಕೆ ಒಳಗಾದ ಕುಟುಂಬಗಳಿಗೆ ಅಭಿವೃದ್ಧಿ ಕಾರ್ಯಕ್ರಮಗಳ ಅನುಷ್ಠಾನಕ್ಕೆ ಸ್ವಯಂ ಸೇವಾ ಸಂಘ ಸಂಸ್ಥೆಗಳಿಂದ ಅರ್ಜಿ ಆಹ್ವಾನಿಸಲಾಗಿದೆ. ಅರ್ಜಿಯನ್ನು ಡಿಸೆಂಬರ್ 10 ರೊಳಗಾಗಿ ಸಲ್ಲಿಸಬೇಕು. ಸಮಾಜ ಕಲ್ಯಾಣ ಇಲಾಖೆಯಲ್ಲಿ ಅರ್ಜಿ ನಮೂನೆ ಲಭ್ಯವಿದೆ. ಸ್ವಯಂ ಸೇವಾ ಸಂಸ್ಥೆಗಳು ನೋಂದಣಿಯಾಗಿರಬೇಕು ಮತ್ತು ಮೂರು ವರ್ಷಗಳ ಅನುಭವ ಹೊಂದಿರಬೇಕು. ಹೆಚ್ಚಿನ ಮಾಹಿತಿಗೆ ಜಿಲ್ಲಾ ಸಮಾಜ ಕಲ್ಯಾಣ ಅಧಿಕಾರಿ ಕಚೇರಿ ಸಂಪರ್ಕಿಸಬಹುದು. [29, 649, 253, 691]
exam-title-1: ಉಚಿತ ಪರೀಕ್ಷಾ [547, 465, 621, 483]
gilchrist-photo [780, 1344, 860, 1440]
ambedkar-quote-2-by: - ರಾಮಾಂಜಿ, ಗ್ರಾಮಸ್ಥ [419, 1329, 465, 1336]
gold22-value: 71,300 [601, 792, 695, 820]
accused-photo-3 [28, 308, 84, 390]
gold22-card [592, 762, 704, 826]
exam-title-2: ಪೂರ್ವ ತರಬೇತಿ [547, 485, 625, 503]
lead-subhead: ವಿಕಲಚೇತನರ ದಿನಾಚರಣೆ-2024 ಕಾರ್ಯಕ್ರಮದಲ್ಲಿ ಅಪರ ಜಿಲ್ಲಾಧಿಕಾರಿ ಮಂಗಳ ಹೇಳಿಕೆ [340, 100, 683, 114]
weekday: ಬುಧವಾರ [806, 32, 838, 43]
lead-photo [448, 120, 688, 238]
district-sports-headline: ಜಿಲ್ಲಾ ಕ್ರೀಡಾಪಟುಗಳ ಸಾಧನೆ [698, 628, 835, 646]
gold24-value: 77,780 [719, 792, 813, 820]
